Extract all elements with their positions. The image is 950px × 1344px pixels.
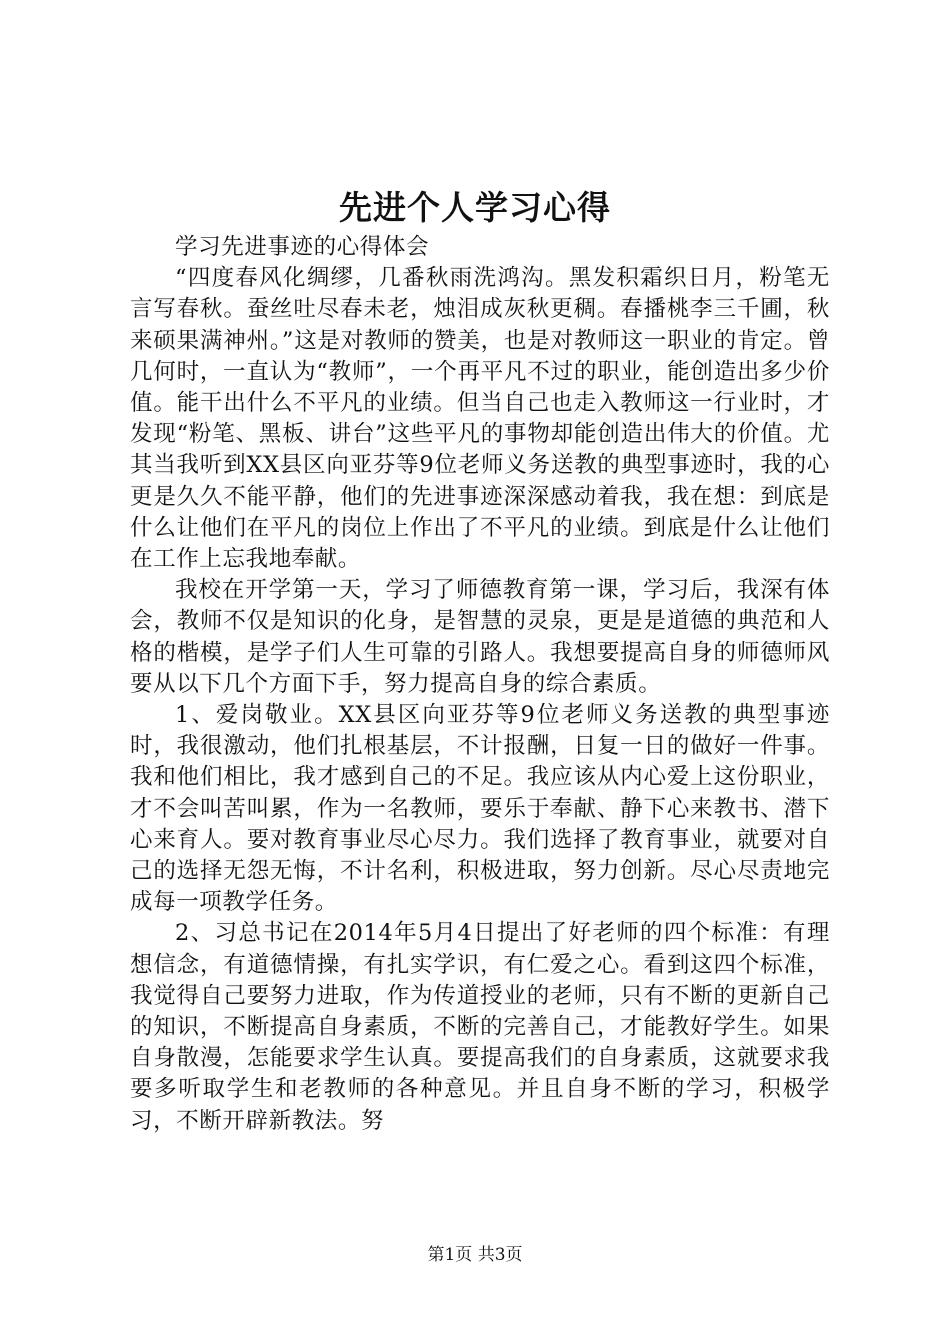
page-number-footer: 第1页 共3页: [427, 1245, 523, 1265]
document-title: 先进个人学习心得: [339, 188, 611, 227]
subtitle-line: 学习先进事迹的心得体会: [175, 234, 430, 260]
paragraph-3: 1、爱岗敬业。XX县区向亚芬等9位老师义务送教的典型事迹时，我很激动，他们扎根基层，不计报酬，日复一日的做好一件事。我和他们相比，我才感到自己的不足。我应该从内心爱上这份职业，才不会叫苦叫累，作为一名教师，要乐于奉献、静下心来教书、潜下心来育人。要对教育事业尽心尽力。我们选择了教育事业，就要对自己的选择无怨无悔，不计名利，积极进取，努力创新。尽心尽责地完成每一项教学任务。: [130, 702, 830, 916]
paragraph-1: “四度春风化绸缪，几番秋雨洗鸿沟。黑发积霜织日月，粉笔无言写春秋。蚕丝吐尽春未老，烛泪成灰秋更稠。春播桃李三千圃，秋来硕果满神州。”这是对教师的赞美，也是对教师这一职业的肯定。曾几何时，一直认为“教师”，一个再平凡不过的职业，能创造出多少价值。能干出什么不平凡的业绩。但当自己也走入教师这一行业时，才发现“粉笔、黑板、讲台”这些平凡的事物却能创造出伟大的价值。尤其当我听到XX县区向亚芬等9位老师义务送教的典型事迹时，我的心更是久久不能平静，他们的先进事迹深深感动着我，我在想：到底是什么让他们在平凡的岗位上作出了不平凡的业绩。到底是什么让他们在工作上忘我地奉献。: [130, 265, 830, 573]
paragraph-4: 2、习总书记在2014年5月4日提出了好老师的四个标准：有理想信念，有道德情操，有扎实学识，有仁爱之心。看到这四个标准，我觉得自己要努力进取，作为传道授业的老师，只有不断的更新自己的知识，不断提高自身素质，不断的完善自己，才能教好学生。如果自身散漫，怎能要求学生认真。要提高我们的自身素质，这就要求我要多听取学生和老教师的各种意见。并且自身不断的学习，积极学习，不断开辟新教法。努: [130, 920, 830, 1134]
document-body: [130, 232, 830, 1137]
paragraph-2: 我校在开学第一天，学习了师德教育第一课，学习后，我深有体会，教师不仅是知识的化身，是智慧的灵泉，更是是道德的典范和人格的楷模，是学子们人生可靠的引路人。我想要提高自身的师德师风要从以下几个方面下手，努力提高自身的综合素质。: [130, 577, 830, 697]
